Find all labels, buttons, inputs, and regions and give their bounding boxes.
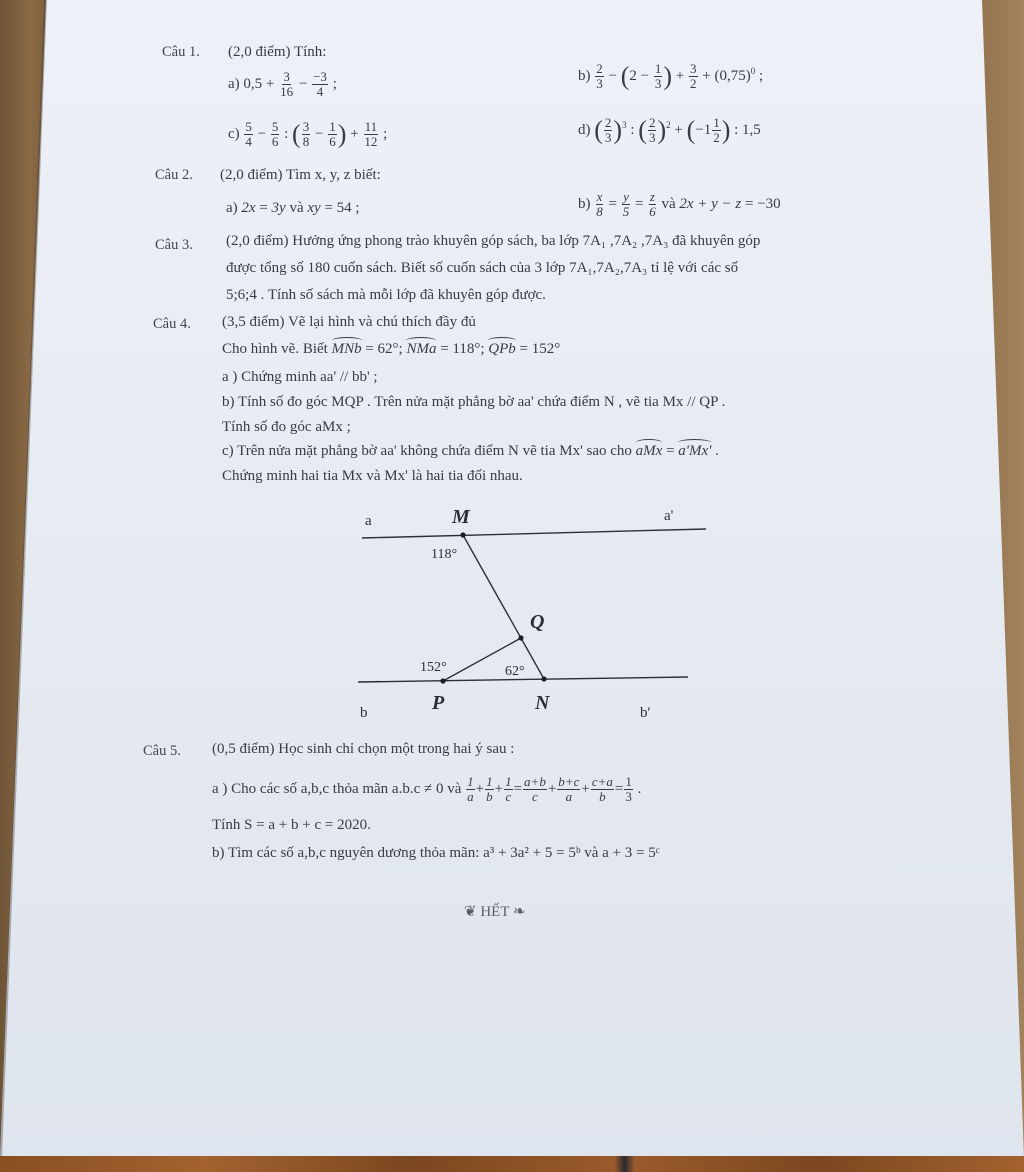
label-a: a — [365, 513, 372, 529]
q1d: d) ( $\frac{2}{3}$ )$^3$ : ( $\frac{2}{3}$ )$^2$ + (−1 $\frac{1}{2}$ ) : 1,5 — [578, 115, 761, 145]
q5b: b) Tìm các số a,b,c nguyên dương thỏa mãn: a³ + 3a² + 5 = 5ᵇ và a + 3 = 5ᶜ — [212, 845, 660, 861]
label-a-prime: a' — [664, 508, 674, 524]
label-Q: Q — [530, 611, 545, 633]
q5-label: Câu 5. — [143, 743, 181, 759]
angle-118: 118° — [431, 547, 458, 562]
line-aa-prime — [362, 529, 706, 538]
geometry-figure — [340, 495, 720, 725]
q2-label: Câu 2. — [155, 167, 193, 183]
q4b-line2: Tính số đo góc aMx ; — [222, 419, 351, 435]
angle-152: 152° — [420, 660, 447, 675]
q4-label: Câu 4. — [153, 316, 191, 332]
q3-label: Câu 3. — [155, 237, 193, 253]
q3-line3: 5;6;4 . Tính số sách mà mỗi lớp đã khuyên góp được. — [226, 287, 546, 303]
q5-line1: (0,5 điểm) Học sinh chỉ chọn một trong hai ý sau : — [212, 741, 515, 757]
q4a: a ) Chứng minh aa' // bb' ; — [222, 369, 378, 385]
q5a-line2: Tính S = a + b + c = 2020. — [212, 817, 371, 833]
q4-given: Cho hình vẽ. Biết MNb = 62°; NMa = 118°; QPb = 152° — [222, 341, 561, 357]
angle-MNb: MNb — [331, 341, 362, 357]
q2b: b) $\frac{x}{8}$ = $\frac{y}{5}$ = $\frac{z}{6}$ và 2x + y − z = −30 — [578, 189, 781, 219]
q4-line1: (3,5 điểm) Vẽ lại hình và chú thích đầy đủ — [222, 314, 476, 330]
ornament-left-icon: ❦ — [464, 904, 477, 920]
q5a: a ) Cho các số a,b,c thỏa mãn a.b.c ≠ 0 và $\frac{1}{a}$ + $\frac{1}{b}$ + $\frac{1}{c}$ = $\frac{a+b}{c}$ + $\frac{b+c}{a}$ + $\frac{c+a}{b}$ = $\frac{1}{3}$ . — [212, 774, 642, 804]
q2-title: (2,0 điểm) Tìm x, y, z biết: — [220, 167, 381, 183]
angle-NMa: NMa — [406, 341, 437, 357]
q4c-line2: Chứng minh hai tia Mx và Mx' là hai tia đối nhau. — [222, 468, 523, 484]
angle-62: 62° — [505, 664, 525, 679]
segment-MN — [463, 535, 544, 679]
q4c-line1: c) Trên nửa mặt phẳng bờ aa' không chứa điểm N vẽ tia Mx' sao cho aMx = a'Mx' . — [222, 443, 719, 459]
q1c: c) $\frac{5}{4}$ − $\frac{5}{6}$ : ( $\frac{3}{8}$ − $\frac{1}{6}$ ) + $\frac{11}{12}$ ; — [228, 119, 388, 149]
q3-line2: được tổng số 180 cuốn sách. Biết số cuốn sách của 3 lớp 7A₁,7A₂,7A₃ tỉ lệ với các số — [226, 260, 739, 276]
q1-label: Câu 1. — [162, 44, 200, 60]
label-b: b — [360, 705, 368, 721]
q3-line1: (2,0 điểm) Hưởng ứng phong trào khuyên góp sách, ba lớp 7A₁ ,7A₂ ,7A₃ đã khuyên góp — [226, 233, 761, 249]
q1a: a) 0,5 + $\frac{3}{16}$ − $\frac{-3}{4}$ ; — [228, 69, 337, 99]
q1-title: (2,0 điểm) Tính: — [228, 44, 327, 60]
end-marker: ❦ HẾT ❧ — [464, 904, 526, 920]
q4b-line1: b) Tính số đo góc MQP . Trên nửa mặt phẳng bờ aa' chứa điểm N , vẽ tia Mx // QP . — [222, 394, 726, 410]
q2a: a) 2x = 3y và xy = 54 ; — [226, 200, 360, 216]
label-b-prime: b' — [640, 705, 651, 721]
angle-QPb: QPb — [488, 341, 516, 357]
label-P: P — [432, 692, 445, 714]
label-M: M — [452, 506, 470, 528]
label-N: N — [535, 692, 550, 714]
ornament-right-icon: ❧ — [512, 904, 526, 920]
q1b: b) $\frac{2}{3}$ − (2 − $\frac{1}{3}$ ) + $\frac{3}{2}$ + $(0,75)^0$ ; — [578, 61, 764, 91]
